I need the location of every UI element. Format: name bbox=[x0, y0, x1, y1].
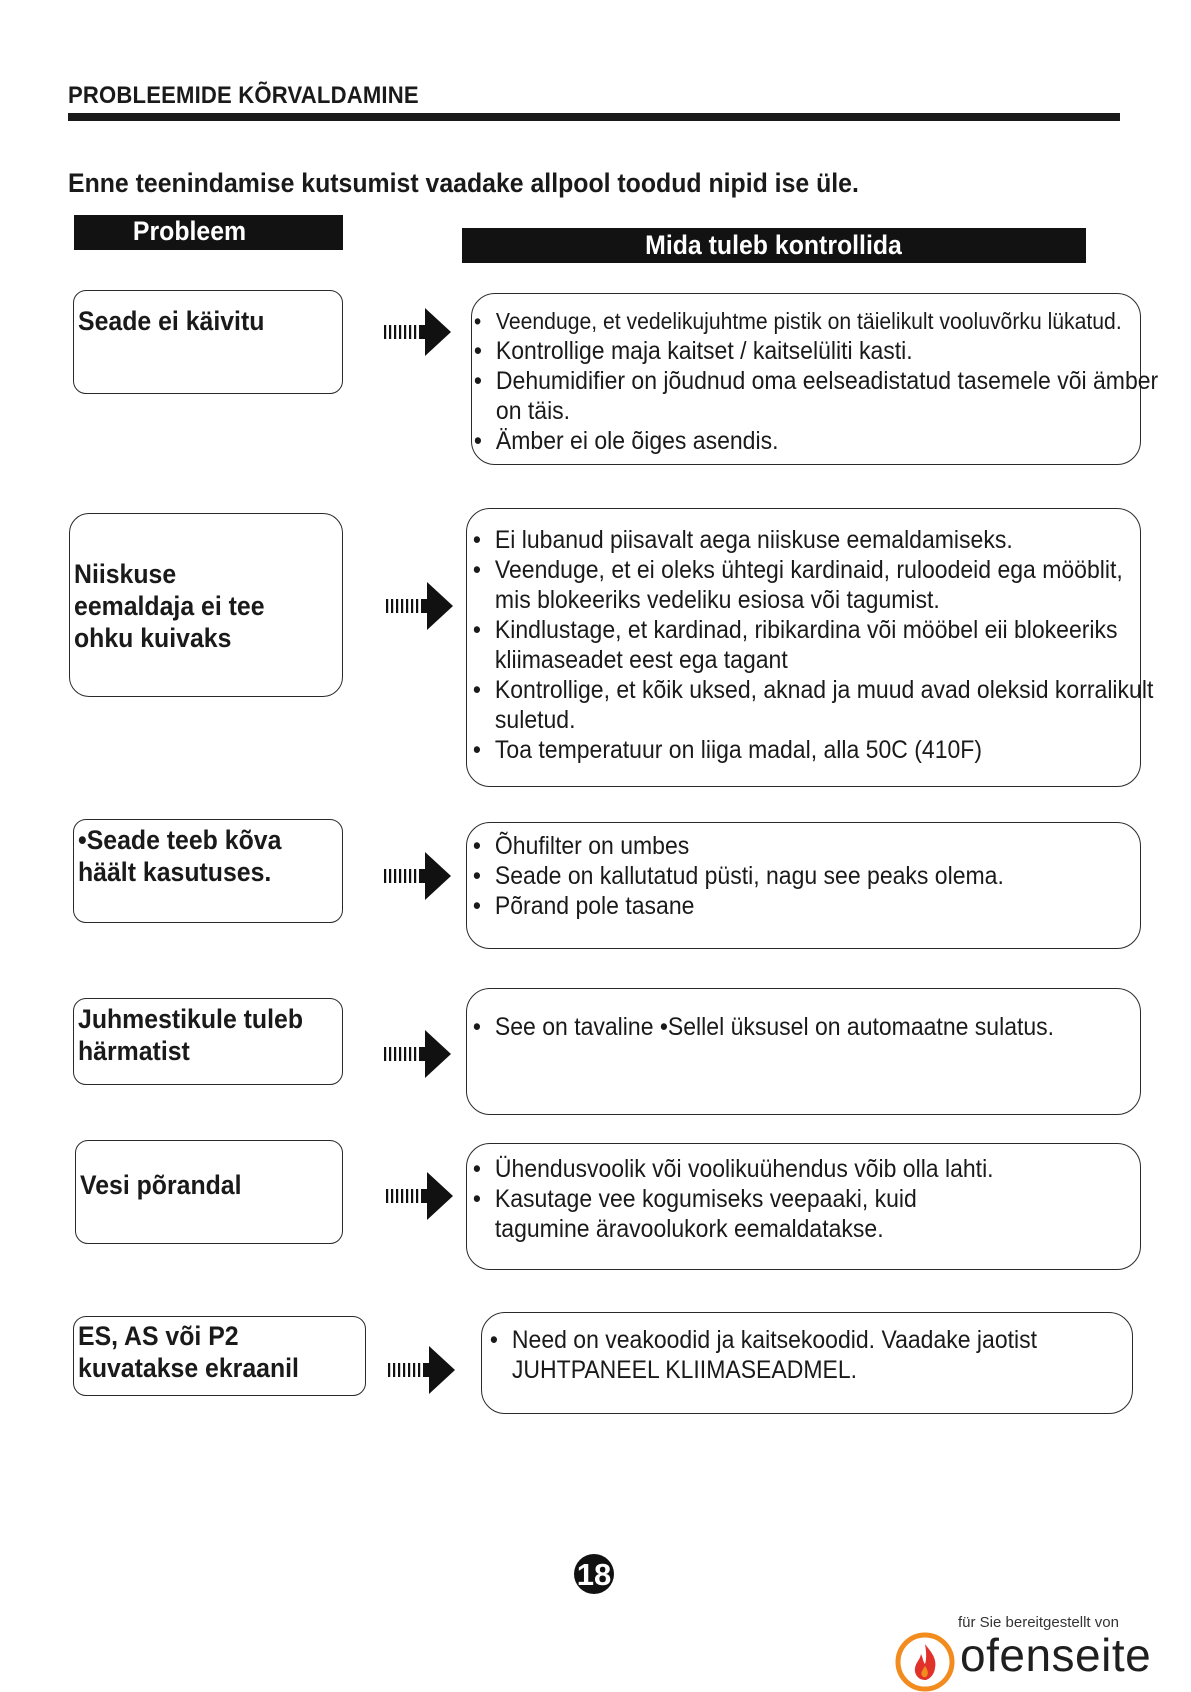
problem-text: Juhmestikule tuleb härmatist bbox=[78, 1004, 303, 1066]
check-list bbox=[471, 1012, 1140, 1042]
problem-text: Vesi põrandal bbox=[80, 1170, 242, 1200]
problem-box bbox=[69, 513, 343, 697]
check-list bbox=[471, 525, 1154, 765]
problem-text: Seade ei käivitu bbox=[78, 306, 265, 336]
check-item: • Kasutage vee kogumiseks veepaaki, kuid tagumine äravoolukork eemaldatakse. bbox=[471, 1184, 1006, 1244]
title-rule bbox=[68, 113, 1120, 121]
check-item: • Veenduge, et ei oleks ühtegi kardinaid, ruloodeid ega mööblit, mis blokeeriks vedeliku esiosa või tagumist. bbox=[471, 555, 1160, 615]
check-box bbox=[481, 1312, 1133, 1414]
check-list bbox=[472, 306, 1159, 456]
page-number: 18 bbox=[574, 1554, 614, 1594]
check-item: • Seade on kallutatud püsti, nagu see peaks olema. bbox=[471, 861, 1160, 891]
check-item: • Toa temperatuur on liiga madal, alla 50C (410F) bbox=[471, 735, 1160, 765]
check-box bbox=[466, 1143, 1141, 1270]
arrow-icon bbox=[384, 1028, 464, 1080]
check-item: • Ei lubanud piisavalt aega niiskuse eemaldamiseks. bbox=[471, 525, 1160, 555]
problem-text: Niiskuse eemaldaja ei tee ohku kuivaks bbox=[74, 559, 265, 653]
problem-box bbox=[75, 1140, 343, 1244]
check-item: • Veenduge, et vedelikujuhtme pistik on täielikult vooluvõrku lükatud. bbox=[472, 306, 1160, 336]
section-title: PROBLEEMIDE KÕRVALDAMINE bbox=[68, 82, 419, 109]
problem-text: •Seade teeb kõva häält kasutuses. bbox=[78, 825, 282, 887]
check-item: • Dehumidifier on jõudnud oma eelseadistatud tasemele või ämber on täis. bbox=[472, 366, 1160, 426]
check-list bbox=[471, 1154, 1140, 1244]
header-check bbox=[462, 228, 1086, 263]
arrow-icon bbox=[384, 306, 464, 358]
check-item: • Kindlustage, et kardinad, ribikardina või mööbel eii blokeeriks kliimaseadet eest ega tagant bbox=[471, 615, 1160, 675]
problem-box bbox=[73, 819, 343, 923]
check-item: • Kontrollige maja kaitset / kaitselüliti kasti. bbox=[472, 336, 1160, 366]
brand-note: für Sie bereitgestellt von bbox=[958, 1614, 1119, 1631]
arrow-icon bbox=[386, 1170, 466, 1222]
arrow-icon bbox=[384, 850, 464, 902]
check-item: • Õhufilter on umbes bbox=[471, 831, 1160, 861]
header-problem-label: Probleem bbox=[132, 216, 247, 246]
check-list bbox=[488, 1325, 1132, 1385]
check-item: • Kontrollige, et kõik uksed, aknad ja muud avad oleksid korralikult suletud. bbox=[471, 675, 1160, 735]
flame-icon bbox=[895, 1632, 955, 1692]
brand-name: ofenseite bbox=[960, 1629, 1152, 1681]
problem-box bbox=[73, 998, 343, 1085]
check-item: • Ühendusvoolik või voolikuühendus võib olla lahti. bbox=[471, 1154, 1160, 1184]
problem-box bbox=[73, 290, 343, 394]
check-box bbox=[466, 988, 1141, 1115]
arrow-icon bbox=[386, 580, 466, 632]
intro-text: Enne teenindamise kutsumist vaadake allpool toodud nipid ise üle. bbox=[68, 168, 859, 198]
check-item: • See on tavaline •Sellel üksusel on automaatne sulatus. bbox=[471, 1012, 1160, 1042]
header-check-label: Mida tuleb kontrollida bbox=[645, 230, 903, 260]
problem-box bbox=[73, 1316, 366, 1396]
check-box bbox=[471, 293, 1159, 465]
problem-text: ES, AS või P2 kuvatakse ekraanil bbox=[78, 1321, 299, 1383]
check-list bbox=[471, 831, 1140, 921]
check-item: • Põrand pole tasane bbox=[471, 891, 1160, 921]
check-item: • Ämber ei ole õiges asendis. bbox=[472, 426, 1160, 456]
check-box bbox=[466, 822, 1141, 949]
header-problem bbox=[74, 215, 343, 250]
check-box bbox=[466, 508, 1154, 787]
check-item: • Need on veakoodid ja kaitsekoodid. Vaadake jaotist JUHTPANEEL KLIIMASEADMEL. bbox=[488, 1325, 1087, 1385]
arrow-icon bbox=[388, 1344, 468, 1396]
